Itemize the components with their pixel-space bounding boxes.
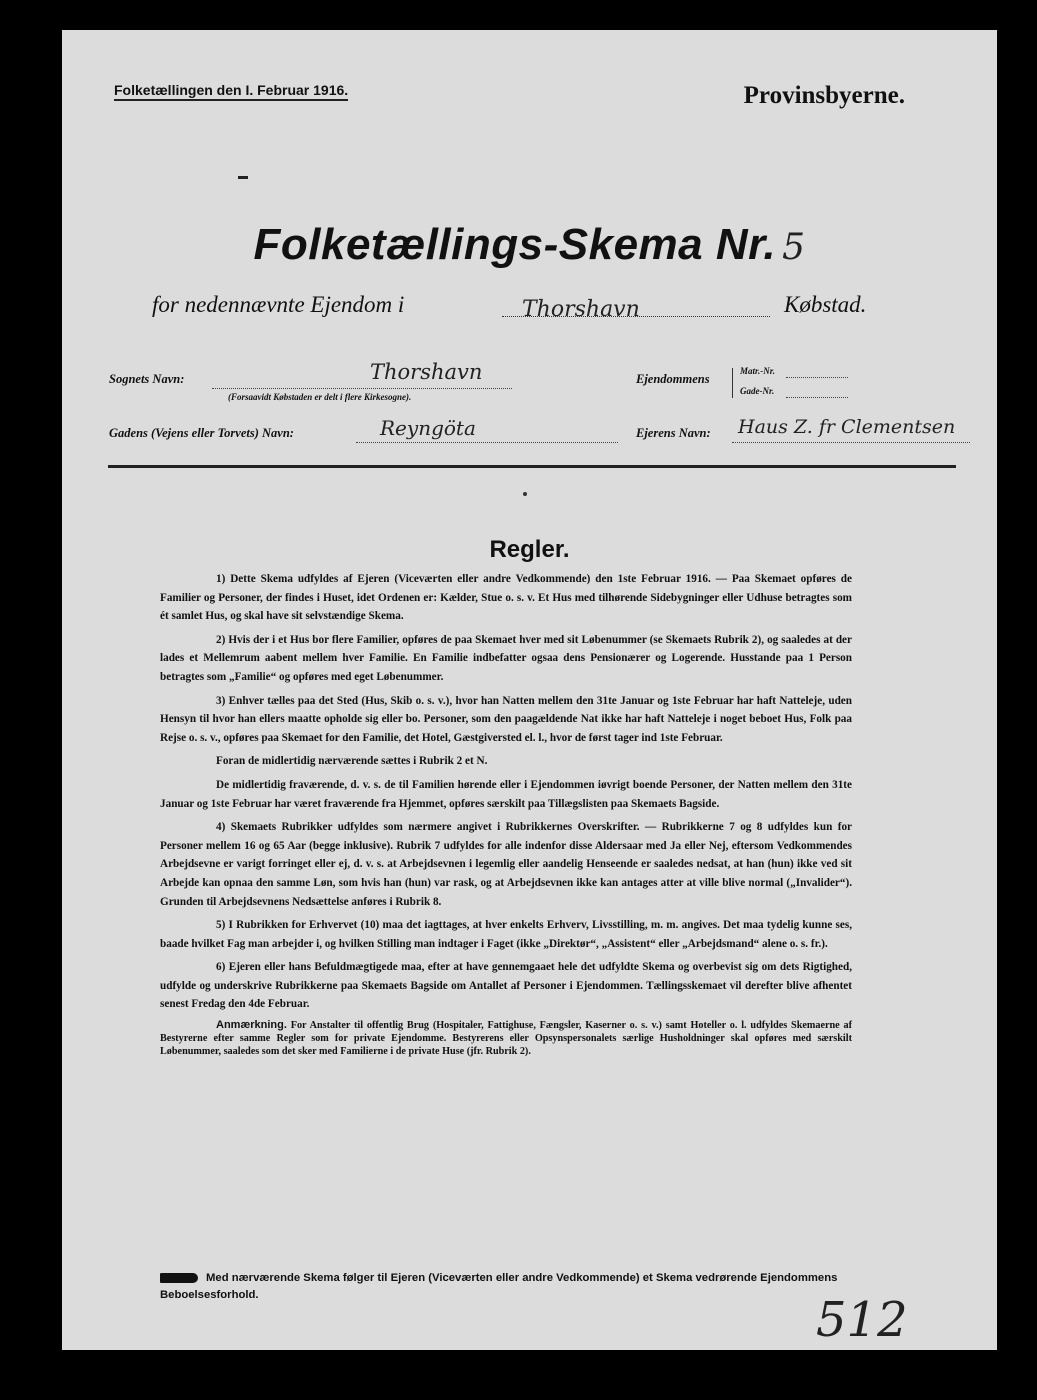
form-title-text: Folketællings-Skema Nr. — [253, 220, 777, 269]
owner-label: Ejerens Navn: — [636, 426, 711, 440]
parish-label: Sognets Navn: — [109, 372, 185, 386]
pointing-hand-icon — [160, 1273, 198, 1283]
ink-dot — [523, 492, 527, 496]
form-title — [62, 220, 997, 270]
parish-field — [212, 360, 512, 389]
remark-label: Anmærkning. — [216, 1019, 287, 1032]
remark-text: For Anstalter til offentlig Brug (Hospitaler, Fattighuse, Fængsler, Kaserner o. s. v.) samt Hoteller o. l. udfyldes Skemaerne af Bestyrerne efter samme Regler som for private Ejendomme. Bestyrerens eller Opsynspersonalets særlige Husholdninger skal opføres med særskilt Løbenummer, saaledes som det sker med Familierne i de private Huse (jfr. Rubrik 2). — [160, 1020, 853, 1058]
parish-note: (Forsaavidt Købstaden er delt i flere Kirkesogne). — [228, 392, 412, 402]
remark — [160, 1019, 852, 1058]
rule-1: 1) Dette Skema udfyldes af Ejeren (Viceværten eller andre Vedkommende) den 1ste Februar 1916. — Paa Skemaet opføres de Familier og Personer, der findes i Huset, idet Ordenen er: Kælder, Stue o. s. v. Et Hus med tilhørende Sidebygninger eller Udhuse betragtes som ét samlet Hus, og skal have sit selvstændige Skema. — [160, 573, 852, 623]
gade-nr-field — [786, 386, 848, 398]
footer-note — [160, 1270, 860, 1304]
form-number: 5 — [782, 227, 806, 268]
rule-6: 6) Ejeren eller hans Befuldmægtigede maa, efter at have gennemgaaet hele det udfyldte Skema og overbevist sig om dets Rigtighed, udfylde og underskrive Rubrikkerne paa Skemaets Bagside om Antallet af Personer i Ejendommen. Tællingsskemaet vil derefter blive afhentet senest Fredag den 4de Februar. — [160, 961, 852, 1011]
mark-dash — [238, 176, 248, 179]
rules-body — [160, 570, 852, 1063]
city-field — [502, 296, 770, 322]
owner-field — [732, 416, 970, 443]
city-value: Thorshavn — [522, 297, 640, 322]
rule-5: 5) I Rubrikken for Erhvervet (10) maa det iagttages, at hver enkelts Erhverv, Livsstilling, m. m. angives. Det maa tydelig kunne ses, baade hvilket Fag man arbejder i, og hvilken Stilling man indtager i Faget (ikke „Direktør“, „Assistent“ eller „Arbejdsmand“ alene o. s. fr.). — [160, 919, 852, 950]
census-date-header: Folketællingen den I. Februar 1916. — [114, 82, 348, 101]
rule-2: 2) Hvis der i et Hus bor flere Familier, opføres de paa Skemaet hver med sit Løbenummer (se Skemaets Rubrik 2), og saaledes at der lades et Mellemrum aabent mellem hver Familie. En Familie indbefatter ogsaa dens Pensionærer og Logerende. Husstande paa 1 Person betragtes som „Familie“ og opføres med eget Løbenummer. — [160, 633, 852, 683]
property-brace — [732, 368, 735, 398]
subtitle-suffix: Købstad. — [784, 292, 867, 317]
street-field — [356, 416, 618, 443]
divider-rule — [108, 465, 956, 468]
region-header: Provinsbyerne. — [743, 82, 905, 109]
rules-heading: Regler. — [489, 536, 570, 563]
matr-field — [786, 366, 848, 378]
matr-label: Matr.-Nr. — [740, 366, 776, 376]
rule-4: 4) Skemaets Rubrikker udfyldes som nærmere angivet i Rubrikkernes Overskrifter. — Rubrikkerne 7 og 8 udfyldes kun for Personer mellem 16 og 65 Aar (begge inklusive). Rubrik 7 udfyldes for alle indenfor disse Aldersaar med Ja eller Nej, eftersom Vedkommendes Arbejdsevne er varigt forringet eller ej, d. v. s. at Arbejdsevnen i legemlig eller aandelig Henseende er saaledes nedsat, at han (hun) ikke ved sit Arbejde kan opnaa den samme Løn, som hvis han (hun) var rask, og at Arbejdsevnen ikke kan antages atter at ville blive normal („Invalider“). Grunden til Arbejdsevnens Nedsættelse anføres i Rubrik 8. — [160, 821, 852, 908]
owner-value: Haus Z. fr Clementsen — [738, 416, 956, 438]
parish-value: Thorshavn — [370, 360, 483, 384]
rule-3-n: Foran de midlertidig nærværende sættes i Rubrik 2 et N. — [216, 755, 488, 768]
page-number: 512 — [816, 1292, 908, 1348]
footer-text: Med nærværende Skema følger til Ejeren (Viceværten eller andre Vedkommende) et Skema vedrørende Ejendommens Beboelsesforhold. — [160, 1272, 838, 1301]
rule-3-absent: De midlertidig fraværende, d. v. s. de til Familien hørende eller i Ejendommen iøvrigt boende Personer, der Natten mellem den 31te Januar og 1ste Februar har været fraværende fra Hjemmet, opføres særskilt paa Tillægslisten paa Skemaets Bagside. — [160, 778, 852, 810]
property-label: Ejendommens — [636, 372, 710, 386]
street-value: Reyngöta — [380, 416, 476, 440]
gade-nr-label: Gade-Nr. — [740, 386, 775, 396]
census-form-page — [62, 30, 997, 1350]
rule-3: 3) Enhver tælles paa det Sted (Hus, Skib o. s. v.), hvor han Natten mellem den 31te Januar og 1ste Februar har haft Natteleje, uden Hensyn til hvor han ellers maatte opholde sig eller bo. Personer, som den paagældende Nat ikke har haft Natteleje i noget beboet Hus, Folk paa Rejse o. s. v., opføres paa Skemaet for den Familie, det Hotel, Gæstgiversted el. l., hvor de først tager ind 1ste Februar. — [160, 694, 852, 744]
street-label: Gadens (Vejens eller Torvets) Navn: — [109, 426, 294, 440]
subtitle-prefix: for nedennævnte Ejendom i — [152, 292, 405, 317]
